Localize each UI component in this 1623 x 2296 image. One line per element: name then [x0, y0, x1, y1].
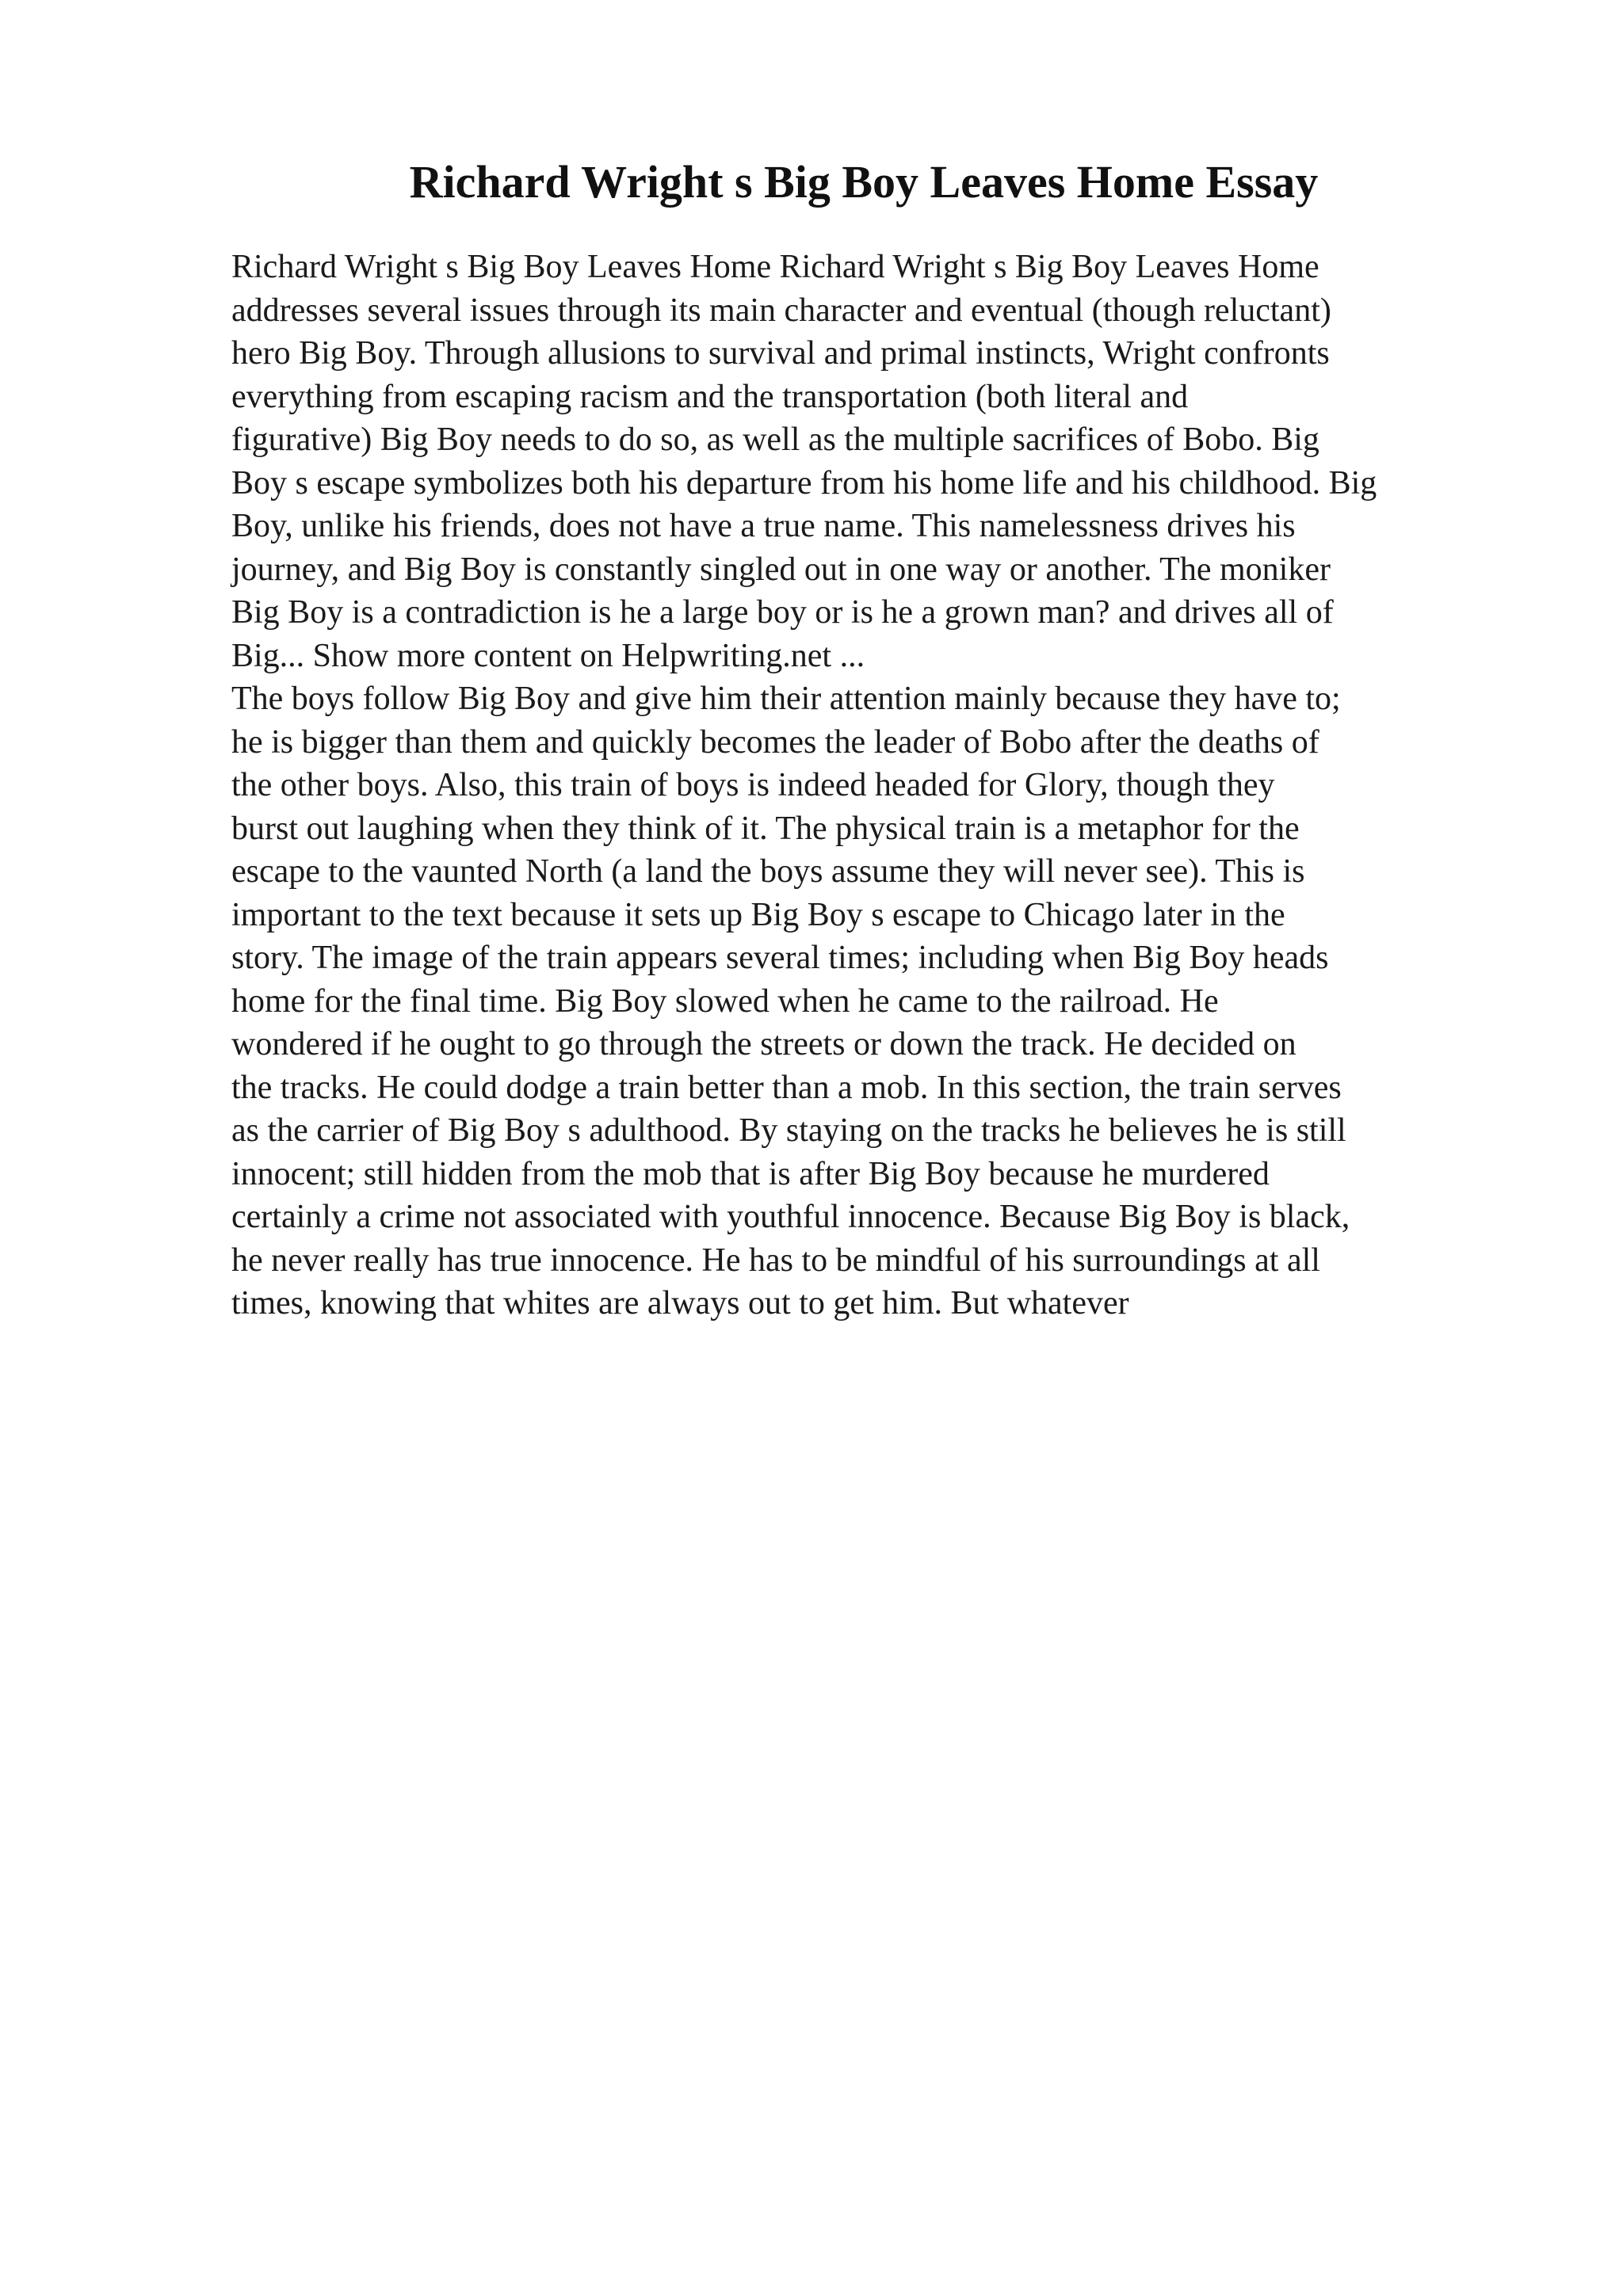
text-line: the other boys. Also, this train of boys is indeed headed for Glory, though they — [231, 767, 1275, 803]
text-line: journey, and Big Boy is constantly singled out in one way or another. The moniker — [231, 551, 1331, 588]
text-line: home for the final time. Big Boy slowed when he came to the railroad. He — [231, 982, 1219, 1020]
text-line: he never really has true innocence. He has to be mindful of his surroundings at all — [231, 1241, 1320, 1279]
show-more-line: Big... Show more content on Helpwriting.net ... — [231, 637, 865, 674]
text-line: Big Boy is a contradiction is he a large boy or is he a grown man? and drives all of — [231, 594, 1334, 631]
text-line: wondered if he ought to go through the streets or down the track. He decided on — [231, 1026, 1296, 1062]
text-line: Boy s escape symbolizes both his departure from his home life and his childhood. Big — [231, 464, 1377, 502]
text-line: certainly a crime not associated with youthful innocence. Because Big Boy is black, — [231, 1199, 1350, 1235]
page-title: Richard Wright s Big Boy Leaves Home Essay — [409, 156, 1319, 208]
text-line: innocent; still hidden from the mob that is after Big Boy because he murdered — [231, 1155, 1270, 1192]
text-line: figurative) Big Boy needs to do so, as well as the multiple sacrifices of Bobo. Big — [231, 421, 1319, 458]
text-line: everything from escaping racism and the transportation (both literal and — [231, 378, 1189, 415]
text-line: addresses several issues through its main character and eventual (though reluctant) — [231, 292, 1331, 329]
text-line: story. The image of the train appears several times; including when Big Boy heads — [231, 940, 1329, 976]
text-line: The boys follow Big Boy and give him their attention mainly because they have to; — [231, 681, 1341, 717]
text-line: escape to the vaunted North (a land the boys assume they will never see). This is — [231, 853, 1305, 890]
text-line: he is bigger than them and quickly becomes the leader of Bobo after the deaths of — [231, 723, 1319, 761]
text-line: important to the text because it sets up Big Boy s escape to Chicago later in the — [231, 896, 1285, 933]
text-line: the tracks. He could dodge a train better than a mob. In this section, the train serves — [231, 1069, 1342, 1106]
text-line: Boy, unlike his friends, does not have a true name. This namelessness drives his — [231, 508, 1296, 544]
text-line: burst out laughing when they think of it. The physical train is a metaphor for the — [231, 810, 1300, 847]
essay-body — [231, 246, 1515, 1325]
text-line: times, knowing that whites are always out to get him. But whatever — [231, 1285, 1129, 1322]
text-line: Richard Wright s Big Boy Leaves Home Richard Wright s Big Boy Leaves Home — [231, 249, 1319, 285]
text-line: hero Big Boy. Through allusions to survival and primal instincts, Wright confronts — [231, 335, 1330, 372]
text-line: as the carrier of Big Boy s adulthood. By staying on the tracks he believes he is still — [231, 1112, 1346, 1149]
